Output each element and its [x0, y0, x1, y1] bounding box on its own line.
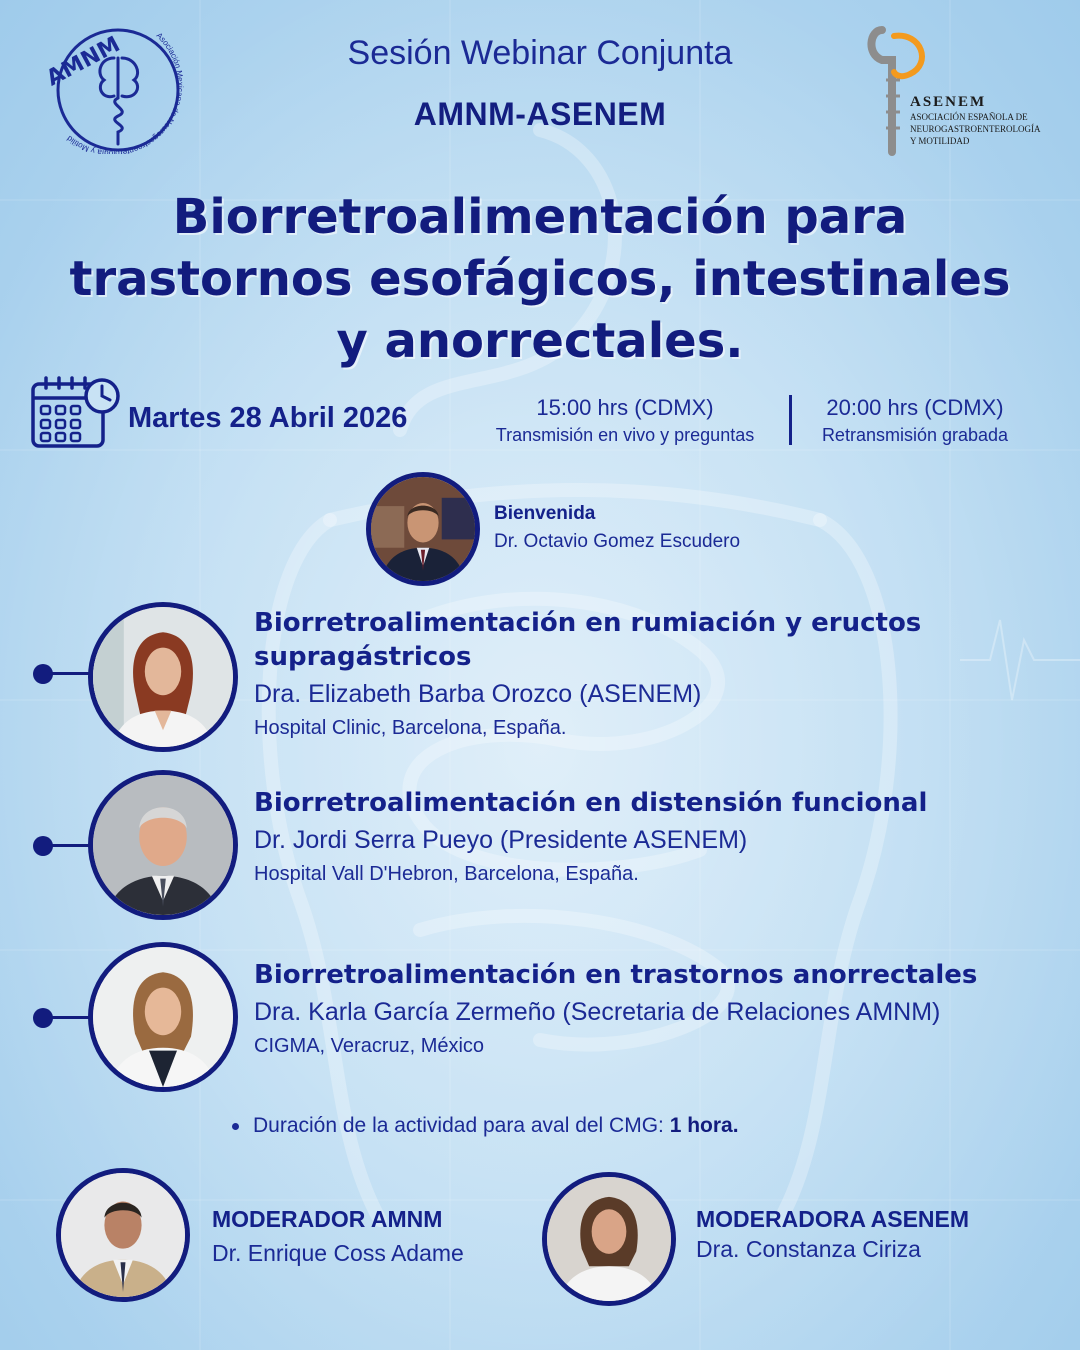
speaker-photo-barba — [88, 602, 238, 752]
moderator-2-label: MODERADORA ASENEM — [696, 1206, 970, 1232]
asenem-logo — [860, 20, 1060, 160]
amnm-ring-text: Asociación Mexicana de Neurogastroenterología y Motilid — [65, 30, 185, 154]
speaker-photo-garcia — [88, 942, 238, 1092]
session-subtitle: AMNM-ASENEM — [413, 96, 667, 132]
calendar-clock-icon — [30, 374, 122, 450]
session-title: Sesión Webinar Conjunta — [347, 34, 733, 72]
asenem-logo-line: NEUROGASTROENTEROLOGÍA — [910, 124, 1041, 134]
moderator-photo-coss — [56, 1168, 190, 1302]
live-time-block — [470, 395, 780, 446]
main-title — [40, 186, 1040, 372]
talk-1-place: Hospital Clinic, Barcelona, España. — [254, 717, 567, 739]
welcome-name: Dr. Octavio Gomez Escudero — [494, 531, 741, 552]
talk-2-title — [254, 786, 1054, 820]
welcome-label: Bienvenida — [494, 503, 596, 524]
event-date: Martes 28 Abril 2026 — [128, 402, 408, 434]
timeline-dot — [33, 836, 53, 856]
live-time: 15:00 hrs (CDMX) — [536, 395, 714, 420]
replay-time: 20:00 hrs (CDMX) — [826, 395, 1004, 420]
talk-3-place: CIGMA, Veracruz, México — [254, 1035, 485, 1057]
talk-3-speaker: Dra. Karla García Zermeño (Secretaria de Relaciones AMNM) — [254, 998, 941, 1026]
duration-note-text: Duración de la actividad para aval del CMG: — [253, 1114, 670, 1137]
talk-1 — [254, 606, 1054, 740]
moderator-1-label: MODERADOR AMNM — [212, 1206, 443, 1232]
amnm-logo — [36, 14, 196, 154]
talk-1-title — [254, 606, 1054, 674]
asenem-logo-text: ASENEM — [910, 94, 987, 110]
main-title-line: y anorrectales. — [336, 313, 744, 369]
talk-title-line: Biorretroalimentación en distensión funcional — [254, 788, 928, 818]
moderator-2-name: Dra. Constanza Ciriza — [696, 1236, 921, 1262]
bullet-icon — [232, 1123, 239, 1130]
talk-title-line: Biorretroalimentación en trastornos anorrectales — [254, 960, 978, 990]
talk-3-title — [254, 958, 1054, 992]
duration-note-emphasis: 1 hora. — [669, 1114, 739, 1137]
timeline-dot — [33, 664, 53, 684]
moderator-1-name: Dr. Enrique Coss Adame — [212, 1240, 464, 1266]
welcome-speaker-photo — [366, 472, 480, 586]
live-label: Transmisión en vivo y preguntas — [495, 425, 755, 445]
main-title-line: Biorretroalimentación para — [172, 189, 908, 245]
talk-3 — [254, 958, 1054, 1058]
talk-title-line: Biorretroalimentación en rumiación y eructos — [254, 608, 922, 638]
amnm-logo-text: AMNM — [42, 32, 125, 92]
talk-1-speaker: Dra. Elizabeth Barba Orozco (ASENEM) — [254, 680, 702, 708]
replay-label: Retransmisión grabada — [821, 425, 1009, 445]
speaker-photo-serra — [88, 770, 238, 920]
asenem-logo-line: ASOCIACIÓN ESPAÑOLA DE — [910, 112, 1028, 122]
talk-2-speaker: Dr. Jordi Serra Pueyo (Presidente ASENEM) — [254, 826, 748, 854]
main-title-line: trastornos esofágicos, intestinales — [69, 251, 1011, 307]
talk-2 — [254, 786, 1054, 886]
timeline-dot — [33, 1008, 53, 1028]
talk-2-place: Hospital Vall D'Hebron, Barcelona, España. — [254, 863, 639, 885]
replay-time-block — [800, 395, 1030, 446]
time-divider — [789, 395, 792, 445]
asenem-logo-line: Y MOTILIDAD — [910, 136, 970, 146]
moderator-photo-ciriza — [542, 1172, 676, 1306]
talk-title-line: supragástricos — [254, 642, 472, 672]
duration-note — [232, 1114, 739, 1138]
